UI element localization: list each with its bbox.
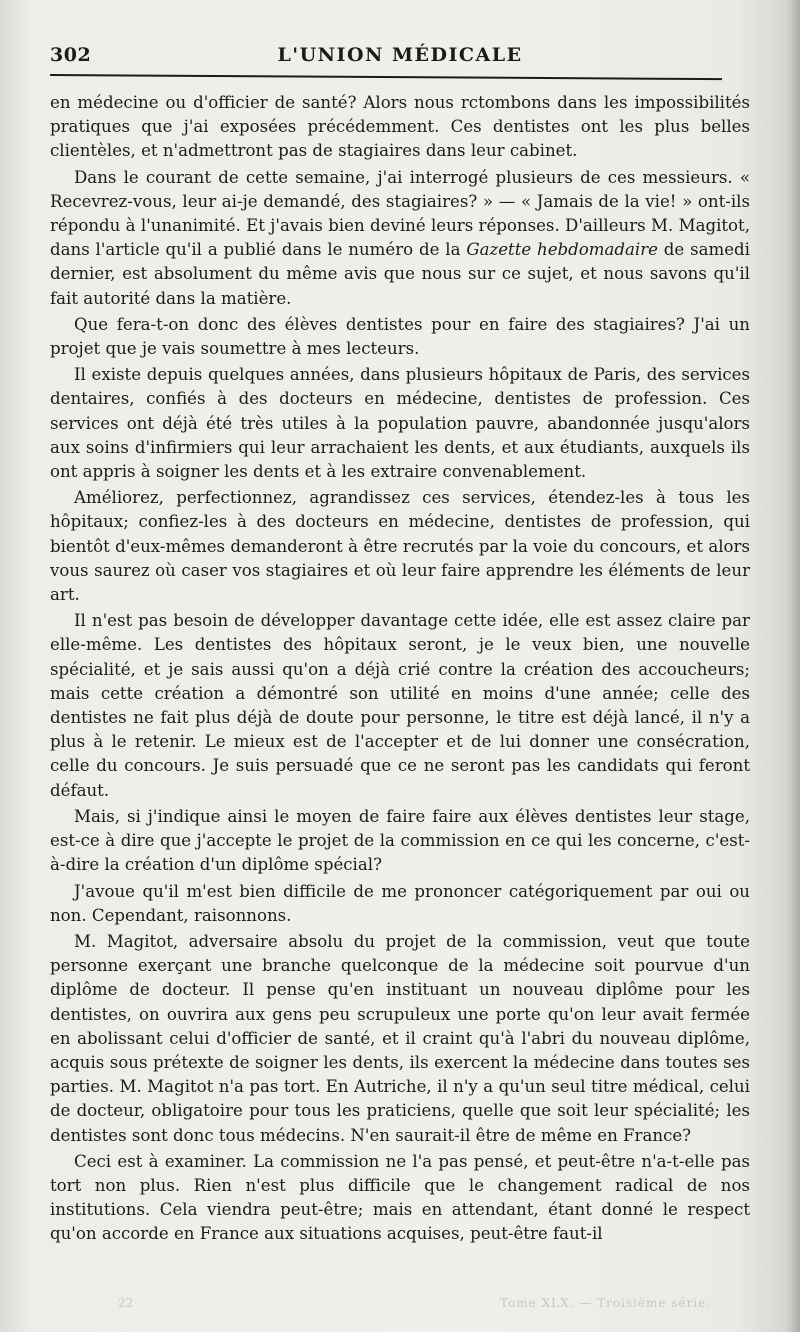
paragraph-3: Que fera-t-on donc des élèves dentistes pour en faire des stagiaires? J'ai un projet que je vais soumettre à mes lecteurs. bbox=[50, 314, 750, 359]
running-title: L'UNION MÉDICALE bbox=[277, 44, 523, 66]
page-edge-shadow bbox=[786, 0, 800, 1332]
footer-mark: 22 bbox=[118, 1296, 134, 1310]
header-rule bbox=[50, 74, 722, 80]
paragraph-5: Améliorez, perfectionnez, agrandissez ces services, étendez-les à tous les hôpitaux; confiez-les à des docteurs en médecine, dentistes de profession, qui bientôt d'eux-mêmes demanderont à être recrutés par la voie du concours, et alors vous saurez où caser vos stagiaires et où leur faire apprendre les éléments de leur art. bbox=[50, 488, 750, 605]
article-body bbox=[50, 91, 750, 1247]
paragraph-9: M. Magitot, adversaire absolu du projet de la commission, veut que toute personne exerçant une branche quelconque de la médecine soit pourvue d'un diplôme de docteur. Il pense qu'en instituant un nouveau diplôme pour les dentistes, on ouvrira aux gens peu scrupuleux une porte qu'on leur avait fermée en abolissant celui d'officier de santé, et il craint qu'à l'abri du nouveau diplôme, acquis sous prétexte de soigner les dents, ils exercent la médecine dans toutes ses parties. M. Magitot n'a pas tort. En Autriche, il n'y a qu'un seul titre médical, celui de docteur, obligatoire pour tous les praticiens, quelle que soit leur spécialité; les dentistes sont donc tous médecins. N'en saurait-il être de même en France? bbox=[50, 931, 750, 1145]
paragraph-2: Dans le courant de cette semaine, j'ai interrogé plusieurs de ces messieurs. « Recevrez-vous, leur ai-je demandé, des stagiaires? » — « Jamais de la vie! » ont-ils répondu à l'unanimité. Et j'avais bien deviné leurs réponses. D'ailleurs M. Magitot, dans l'article qu'il a publié dans le numéro de la Gazette hebdomadaire de samedi dernier, est absolument du même avis que nous sur ce sujet, et nous savons qu'il fait autorité dans la matière. bbox=[50, 167, 750, 308]
paragraph-7: Mais, si j'indique ainsi le moyen de faire faire aux élèves dentistes leur stage, est-ce à dire que j'accepte le projet de la commission en ce qui les concerne, c'est-à-dire la création d'un diplôme spécial? bbox=[50, 806, 750, 875]
page-header bbox=[50, 40, 750, 72]
paragraph-6: Il n'est pas besoin de développer davantage cette idée, elle est assez claire par elle-même. Les dentistes des hôpitaux seront, je le veux bien, une nouvelle spécialité, et je sais aussi qu'on a déjà crié contre la création des accoucheurs; mais cette création a démontré son utilité en moins d'une année; celle des dentistes ne fait plus déjà de doute pour personne, le titre est déjà lancé, il n'y a plus à le retenir. Le mieux est de l'accepter et de lui donner une consécration, celle du concours. Je suis persuadé que ce ne seront pas les candidats qui feront défaut. bbox=[50, 611, 750, 800]
footer-bleedthrough-text: Tome XLX. — Troisième série. bbox=[500, 1296, 712, 1310]
paragraph-1: en médecine ou d'officier de santé? Alors nous rctombons dans les impossibilités pratiques que j'ai exposées précédemment. Ces dentistes ont les plus belles clientèles, et n'admettront pas de stagiaires dans leur cabinet. bbox=[50, 93, 750, 161]
journal-title: Gazette hebdomadaire bbox=[466, 240, 658, 260]
paragraph-10: Ceci est à examiner. La commission ne l'a pas pensé, et peut-être n'a-t-elle pas tort non plus. Rien n'est plus difficile que le changement radical de nos institutions. Cela viendra peut-être; mais en attendant, étant donné le respect qu'on accorde en France aux situations acquises, peut-être faut-il bbox=[50, 1151, 750, 1244]
page-number: 302 bbox=[50, 44, 92, 66]
paragraph-8: J'avoue qu'il m'est bien difficile de me prononcer catégoriquement par oui ou non. Cependant, raisonnons. bbox=[50, 881, 750, 925]
paragraph-4: Il existe depuis quelques années, dans plusieurs hôpitaux de Paris, des services dentaires, confiés à des docteurs en médecine, dentistes de profession. Ces services ont déjà été très utiles à la population pauvre, abandonnée jusqu'alors aux soins d'infirmiers qui leur arrachaient les dents, et aux étudiants, auxquels ils ont appris à soigner les dents et à les extraire convenablement. bbox=[50, 365, 750, 482]
